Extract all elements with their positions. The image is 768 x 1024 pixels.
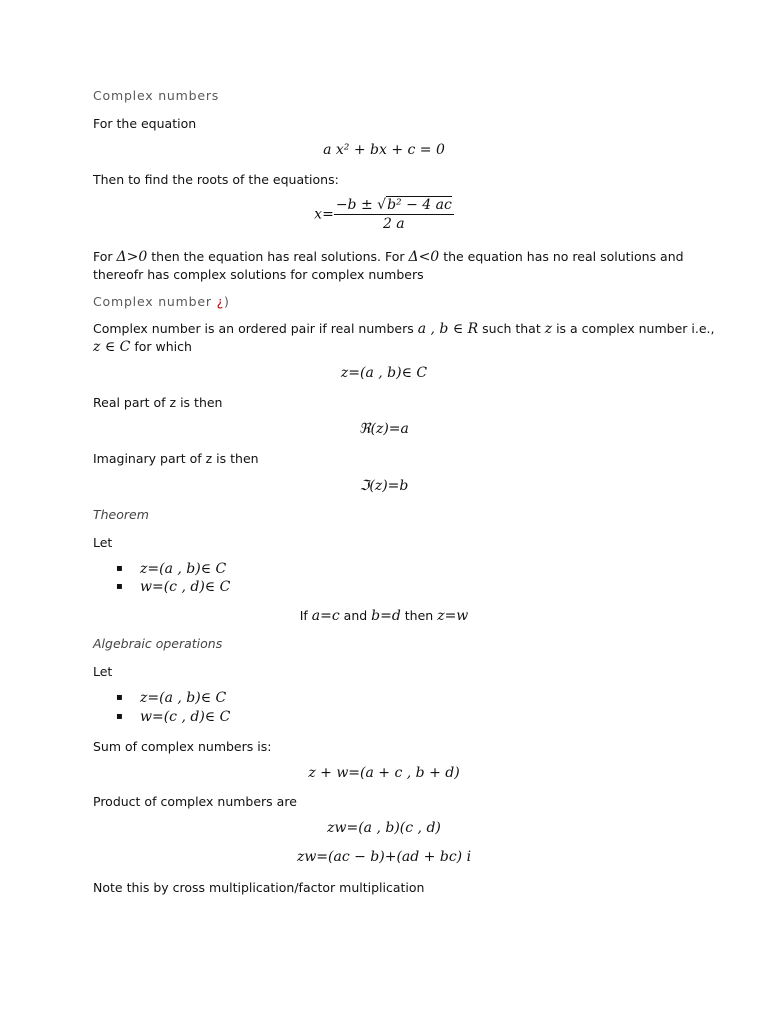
paragraph-let-algebra: Let (93, 664, 113, 679)
formula-lhs: x= (314, 206, 334, 223)
paragraph-product-intro: Product of complex numbers are (93, 794, 297, 809)
list-bullet: ▪ (116, 711, 123, 722)
heading-theorem: Theorem (93, 507, 149, 522)
math-delta-positive: Δ>0 (116, 249, 148, 265)
math-z: z (544, 321, 553, 337)
paragraph-for-equation: For the equation (93, 116, 197, 131)
heading-text: ) (224, 294, 230, 309)
formula-numerator-prefix: −b ± √ (335, 197, 387, 213)
text-segment: and (339, 608, 372, 623)
list-item-theorem-z: z=(a , b)∈ C (140, 561, 227, 577)
list-bullet: ▪ (116, 581, 123, 592)
heading-text: Complex number (93, 294, 217, 309)
math-z-equals-w: z=w (437, 608, 469, 624)
equation-product-2: zw=(ac − b)+(ad + bc) i (296, 849, 472, 865)
text-segment: Complex number is an ordered pair if real numbers (93, 321, 418, 336)
text-segment: then the equation has real solutions. For (147, 249, 409, 264)
math-ab-in-r: a , b ∈ R (417, 321, 479, 337)
list-item-theorem-w: w=(c , d)∈ C (140, 579, 231, 595)
math-z-in-c: z ∈ C (93, 339, 131, 355)
paragraph-definition-line1 (93, 320, 714, 338)
paragraph-delta-line2: thereofr has complex solutions for complex numbers (93, 267, 424, 282)
paragraph-real-part: Real part of z is then (93, 395, 223, 410)
equation-quadratic: a x² + bx + c = 0 (323, 142, 445, 158)
math-delta-negative: Δ<0 (408, 249, 440, 265)
heading-algebraic-operations: Algebraic operations (93, 636, 223, 651)
equation-imaginary-part: ℑ(z)=b (359, 478, 409, 494)
error-glyph: ¿ (216, 294, 224, 309)
formula-denominator: 2 a (382, 216, 405, 232)
list-item-algebra-z: z=(a , b)∈ C (140, 690, 227, 706)
text-segment: If (299, 608, 312, 623)
formula-fraction (334, 197, 454, 232)
list-bullet: ▪ (116, 692, 123, 703)
text-segment: For (93, 249, 117, 264)
paragraph-let-theorem: Let (93, 535, 113, 550)
text-segment: such that (478, 321, 545, 336)
heading-complex-number-definition (93, 293, 230, 311)
formula-numerator (334, 197, 454, 215)
equation-quadratic-formula (0, 197, 768, 232)
paragraph-equality-condition (0, 607, 768, 625)
paragraph-delta-line1 (93, 248, 684, 266)
equation-sum: z + w=(a + c , b + d) (308, 765, 460, 781)
paragraph-imaginary-part: Imaginary part of z is then (93, 451, 259, 466)
paragraph-sum-intro: Sum of complex numbers is: (93, 739, 272, 754)
paragraph-note: Note this by cross multiplication/factor multiplication (93, 880, 425, 895)
equation-product-1: zw=(a , b)(c , d) (327, 820, 441, 836)
equation-real-part: ℜ(z)=a (359, 421, 409, 437)
list-item-algebra-w: w=(c , d)∈ C (140, 709, 231, 725)
list-bullet: ▪ (116, 563, 123, 574)
text-segment: then (400, 608, 438, 623)
math-b-equals-d: b=d (371, 608, 401, 624)
text-segment: is a complex number i.e., (552, 321, 715, 336)
paragraph-definition-line2 (93, 338, 192, 356)
equation-z-definition: z=(a , b)∈ C (340, 365, 428, 381)
math-a-equals-c: a=c (311, 608, 340, 624)
heading-complex-numbers: Complex numbers (93, 88, 220, 103)
paragraph-roots-intro: Then to find the roots of the equations: (93, 172, 339, 187)
text-segment: the equation has no real solutions and (439, 249, 684, 264)
formula-radicand: b² − 4 ac (387, 197, 452, 213)
text-segment: for which (130, 339, 192, 354)
